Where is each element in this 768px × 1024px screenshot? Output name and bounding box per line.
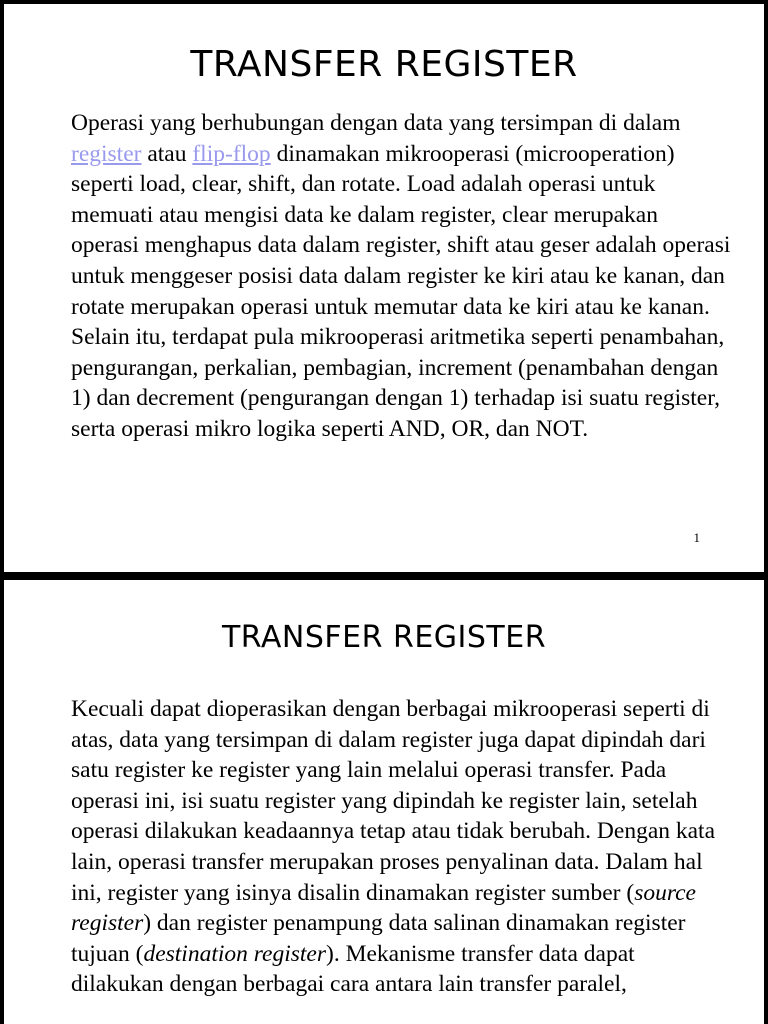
destination-register-term: destination register (143, 940, 327, 967)
slide-2 (4, 580, 764, 1024)
slide-1 (4, 4, 764, 572)
page-number: 1 (693, 530, 700, 545)
body-text: Kecuali dapat dioperasikan dengan berbagai mikrooperasi seperti di atas, data yang tersimpan di dalam register juga dapat dipindah dari satu register ke register yang lain melalui operasi transfer. Pada operasi ini, isi suatu register yang dipindah ke register lain, setelah operasi dilakukan keadaannya tetap atau tidak berubah. Dengan kata lain, operasi transfer merupakan proses penyalinan data. Dalam hal ini, register yang isinya disalin dinamakan register sumber ( (71, 696, 716, 906)
slide-body (71, 694, 731, 1000)
body-text: Operasi yang berhubungan dengan data yang tersimpan di dalam (71, 110, 681, 136)
body-text: ) dan register penampung data salinan dinamakan register tujuan ( (71, 910, 686, 967)
source-register-term: source register (71, 879, 696, 937)
slide-body (71, 108, 731, 445)
flip-flop-link[interactable]: flip-flop (192, 140, 271, 167)
body-text: dinamakan mikrooperasi (microoperation) seperti load, clear, shift, dan rotate. Load adalah operasi untuk memuati atau mengisi data ke dalam register, clear merupakan operasi menghapus data dalam register, shift atau geser adalah operasi untuk menggeser posisi data dalam register ke kiri atau ke kanan, dan rotate merupakan operasi untuk memutar data ke kiri atau ke kanan. Selain itu, terdapat pula mikrooperasi aritmetika seperti penambahan, pengurangan, perkalian, pembagian, increment (penambahan dengan 1) dan decrement (pengurangan dengan 1) terhadap isi suatu register, serta operasi mikro logika seperti AND, OR, dan NOT. (71, 140, 731, 442)
body-text: atau (141, 140, 193, 167)
register-link[interactable]: register (71, 140, 142, 167)
slide-title: TRANSFER REGISTER (221, 620, 547, 655)
body-text: ). Mekanisme transfer data dapat dilakukan dengan berbagai cara antara lain transfer paralel, (71, 940, 635, 998)
slide-title: TRANSFER REGISTER (190, 44, 578, 85)
